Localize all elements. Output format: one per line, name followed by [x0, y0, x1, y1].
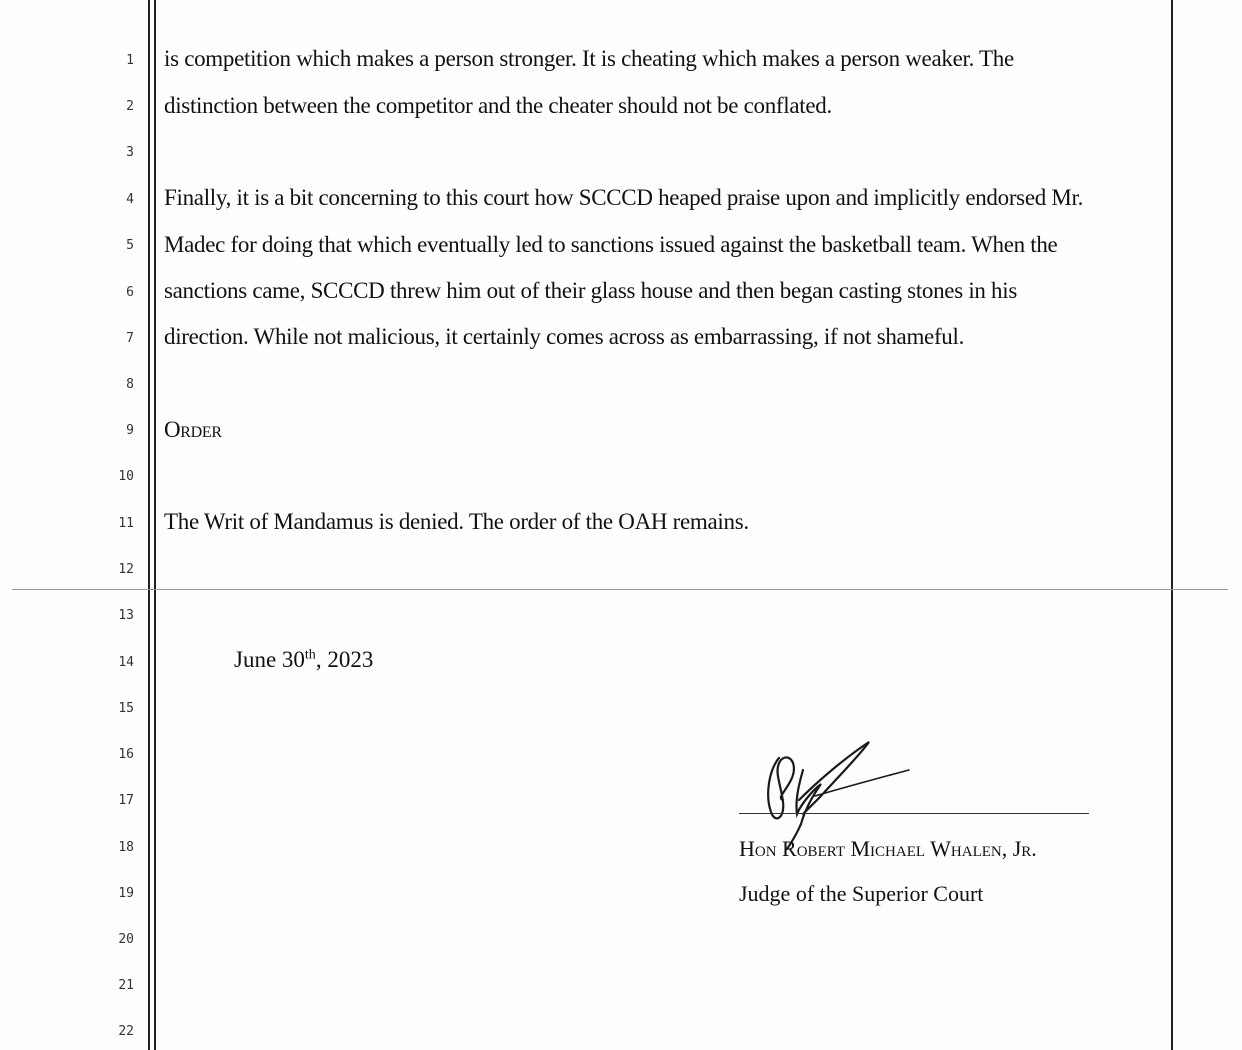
line-number: 4	[126, 192, 134, 207]
body-text-line: The Writ of Mandamus is denied. The order of the OAH remains.	[164, 509, 749, 534]
body-text-line: direction. While not malicious, it certainly comes across as embarrassing, if not shameful.	[164, 324, 965, 349]
body-text-line: Finally, it is a bit concerning to this court how SCCCD heaped praise upon and implicitly endorsed Mr.	[164, 185, 1084, 210]
right-margin-rule	[1171, 0, 1173, 1050]
page-break-rule	[12, 589, 1228, 590]
date-month-day: June 30	[234, 647, 305, 672]
line-number: 6	[126, 285, 134, 300]
line-number: 20	[118, 932, 134, 947]
judge-title: Judge of the Superior Court	[739, 881, 984, 906]
signature-block	[739, 740, 1099, 920]
line-number: 12	[118, 562, 134, 577]
line-number: 17	[118, 793, 134, 808]
line-number: 1	[126, 53, 134, 68]
line-number: 19	[118, 886, 134, 901]
body-text-line: is competition which makes a person stronger. It is cheating which makes a person weaker. The	[164, 46, 1014, 71]
line-number: 15	[118, 701, 134, 716]
body-text-line: distinction between the competitor and the cheater should not be conflated.	[164, 93, 832, 118]
body-text-line: sanctions came, SCCCD threw him out of their glass house and then began casting stones in his	[164, 278, 1017, 303]
handwritten-signature	[759, 740, 959, 850]
line-number: 14	[118, 655, 134, 670]
left-margin-rule-outer	[148, 0, 150, 1050]
line-number: 16	[118, 747, 134, 762]
line-number: 10	[118, 469, 134, 484]
line-number: 7	[126, 331, 134, 346]
line-number: 18	[118, 840, 134, 855]
line-number: 22	[118, 1024, 134, 1039]
body-text-line: Madec for doing that which eventually led to sanctions issued against the basketball team. When the	[164, 232, 1058, 257]
date-ordinal-suffix: th	[304, 647, 316, 663]
judge-name: Hon Robert Michael Whalen, Jr.	[739, 836, 1037, 861]
line-number: 13	[118, 608, 134, 623]
line-number: 5	[126, 238, 134, 253]
line-number: 8	[126, 377, 134, 392]
left-margin-rule-inner	[154, 0, 156, 1050]
line-number: 9	[126, 423, 134, 438]
order-heading: Order	[164, 417, 222, 442]
signature-line	[739, 813, 1089, 814]
date-year: , 2023	[315, 647, 374, 672]
line-number: 11	[118, 516, 134, 531]
line-number: 3	[126, 145, 134, 160]
signature-date	[234, 647, 373, 673]
line-number: 21	[118, 978, 134, 993]
line-number: 2	[126, 99, 134, 114]
